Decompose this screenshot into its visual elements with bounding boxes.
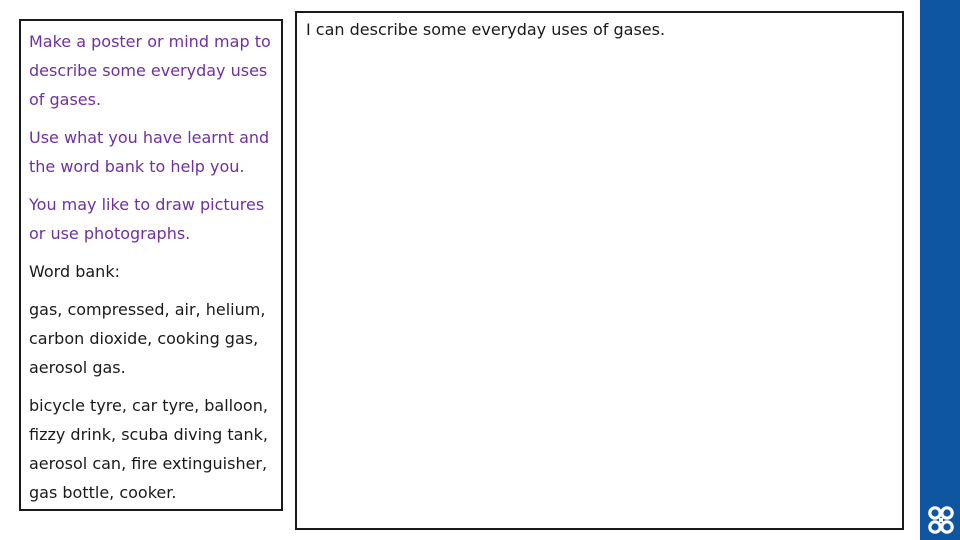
task-instruction-pictures: You may like to draw pictures or use photographs. <box>29 195 265 243</box>
brand-side-bar <box>920 0 960 540</box>
word-bank-heading: Word bank: <box>29 262 120 281</box>
word-bank-examples: bicycle tyre, car tyre, balloon, fizzy drink, scuba diving tank, aerosol can, fire extinguisher, gas bottle, cooker. <box>29 396 268 502</box>
word-bank-terms: gas, compressed, air, helium, carbon dioxide, cooking gas, aerosol gas. <box>29 300 266 377</box>
task-instruction-main: Make a poster or mind map to describe some everyday uses of gases. <box>29 32 271 109</box>
learning-objective: I can describe some everyday uses of gases. <box>306 20 666 39</box>
oak-national-logo-icon <box>927 505 955 535</box>
task-instruction-word-bank-hint: Use what you have learnt and the word bank to help you. <box>29 128 270 176</box>
poster-work-area <box>295 11 904 530</box>
task-instructions-panel <box>19 19 283 511</box>
